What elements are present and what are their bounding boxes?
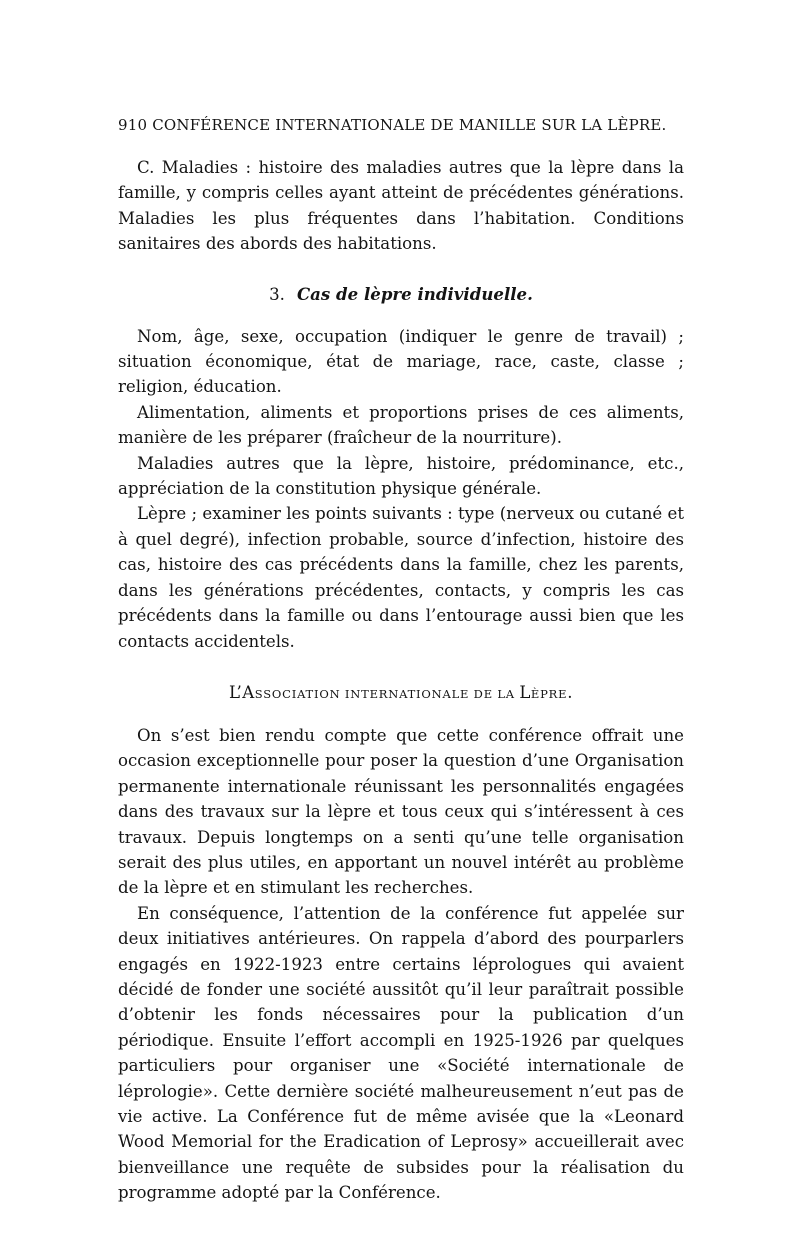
paragraph-lepre: Lèpre ; examiner les points suivants : type (nerveux ou cutané et à quel degré), infection probable, source d’infection, histoire des cas, histoire des cas précédents dans la famille, chez les parents, dans les générations précédentes, contacts, y compris les cas précédents dans la famille ou dans l’entourage aussi bien que les contacts accidentels. bbox=[118, 504, 684, 651]
section-heading-cas-individuel bbox=[118, 282, 684, 307]
section-number: 3. bbox=[269, 284, 285, 304]
paragraph-alimentation: Alimentation, aliments et proportions prises de ces aliments, manière de les préparer (fraîcheur de la nourriture). bbox=[118, 402, 684, 448]
heading-part-2: SSOCIATION INTERNATIONALE DE LA bbox=[254, 686, 520, 701]
section-title: Cas de lèpre individuelle. bbox=[296, 283, 533, 304]
section-heading-association bbox=[118, 680, 684, 707]
heading-part-3: L bbox=[519, 682, 531, 702]
paragraph-maladies-autres: Maladies autres que la lèpre, histoire, prédominance, etc., appréciation de la constitution physique générale. bbox=[118, 453, 684, 499]
paragraph-conference: On s’est bien rendu compte que cette conférence offrait une occasion exceptionnelle pour poser la question d’une Organisation permanente internationale réunissant les personnalités engagées dans des travaux sur la lèpre et tous ceux qui s’intéressent à ces travaux. Depuis longtemps on a senti qu’une telle organisation serait des plus utiles, en apportant un nouvel intérêt au problème de la lèpre et en stimulant les recherches. bbox=[118, 725, 684, 898]
paragraph-maladies: C. Maladies : histoire des maladies autres que la lèpre dans la famille, y compris celles ayant atteint de précédentes générations. Maladies les plus fréquentes dans l’habitation. Conditions sanitaires des abords des habitations. bbox=[118, 158, 684, 254]
heading-part-5: . bbox=[567, 682, 574, 702]
running-head: 910 CONFÉRENCE INTERNATIONALE DE MANILLE SUR LA LÈPRE. bbox=[118, 116, 667, 134]
heading-part-1: L’A bbox=[228, 682, 255, 702]
heading-part-4: ÈPRE bbox=[530, 686, 568, 701]
page bbox=[118, 116, 684, 1206]
paragraph-nom: Nom, âge, sexe, occupation (indiquer le genre de travail) ; situation économique, état de mariage, race, caste, classe ; religion, éducation. bbox=[118, 326, 684, 397]
paragraph-consequence: En conséquence, l’attention de la conférence fut appelée sur deux initiatives antérieures. On rappela d’abord des pourparlers engagés en 1922-1923 entre certains léprologues qui avaient décidé de fonder une société aussitôt qu’il leur paraîtrait possible d’obtenir les fonds nécessaires pour la publication d’un périodique. Ensuite l’effort accompli en 1925-1926 par quelques particuliers pour organiser une «Société internationale de léprologie». Cette dernière société malheureusement n’eut pas de vie active. La Conférence fut de même avisée que la «Leonard Wood Memorial for the Eradication of Leprosy» accueillerait avec bienveillance une requête de subsides pour la réalisation du programme adopté par la Conférence. bbox=[118, 903, 684, 1203]
